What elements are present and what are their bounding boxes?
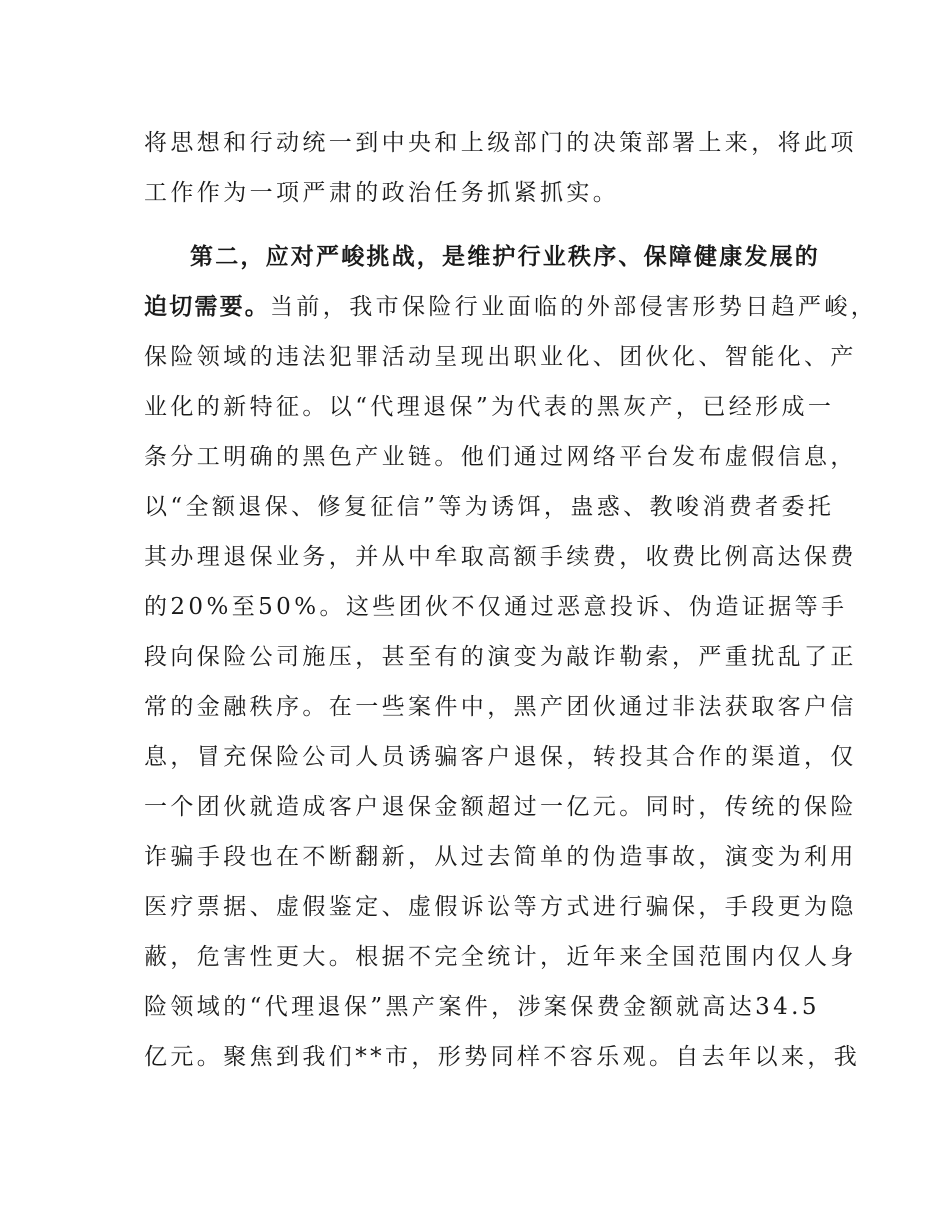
- paragraph-1-line-1: 将思想和行动统一到中央和上级部门的决策部署上来，将此项: [144, 130, 857, 156]
- paragraph-1-line-2: 工作作为一项严肃的政治任务抓紧抓实。: [144, 180, 620, 206]
- paragraph-2-line-9: 段向保险公司施压，甚至有的演变为敲诈勒索，严重扰乱了正: [144, 644, 857, 670]
- paragraph-2-line-16: 险领域的“代理退保”黑产案件，涉案保费金额就高达34.5: [144, 994, 820, 1020]
- paragraph-2-line-3: 保险领域的违法犯罪活动呈现出职业化、团伙化、智能化、产: [144, 344, 857, 370]
- paragraph-2-line-5: 条分工明确的黑色产业链。他们通过网络平台发布虚假信息，: [144, 444, 857, 470]
- paragraph-2-line-2-text: 当前，我市保险行业面临的外部侵害形势日趋严峻，: [270, 294, 878, 320]
- paragraph-2-line-7: 其办理退保业务，并从中牟取高额手续费，收费比例高达保费: [144, 544, 857, 570]
- paragraph-2-line-11: 息，冒充保险公司人员诱骗客户退保，转投其合作的渠道，仅: [144, 744, 857, 770]
- paragraph-2-line-15: 蔽，危害性更大。根据不完全统计，近年来全国范围内仅人身: [144, 944, 857, 970]
- paragraph-2-line-2: [144, 287, 877, 327]
- paragraph-2-line-8: 的20%至50%。这些团伙不仅通过恶意投诉、伪造证据等手: [144, 594, 848, 620]
- paragraph-2-line-13: 诈骗手段也在不断翻新，从过去简单的伪造事故，演变为利用: [144, 844, 857, 870]
- paragraph-2-heading-end: 迫切需要。: [144, 294, 270, 320]
- paragraph-2-line-10: 常的金融秩序。在一些案件中，黑产团伙通过非法获取客户信: [144, 694, 857, 720]
- paragraph-2-heading-line-1: 第二，应对严峻挑战，是维护行业秩序、保障健康发展的: [190, 244, 820, 270]
- paragraph-2-line-6: 以“全额退保、修复征信”等为诱饵，蛊惑、教唆消费者委托: [144, 494, 835, 520]
- paragraph-2-line-12: 一个团伙就造成客户退保金额超过一亿元。同时，传统的保险: [144, 794, 857, 820]
- paragraph-2-line-4: 业化的新特征。以“代理退保”为代表的黑灰产，已经形成一: [144, 394, 835, 420]
- paragraph-2-line-14: 医疗票据、虚假鉴定、虚假诉讼等方式进行骗保，手段更为隐: [144, 894, 857, 920]
- paragraph-2-line-17: 亿元。聚焦到我们**市，形势同样不容乐观。自去年以来，我: [144, 1044, 861, 1070]
